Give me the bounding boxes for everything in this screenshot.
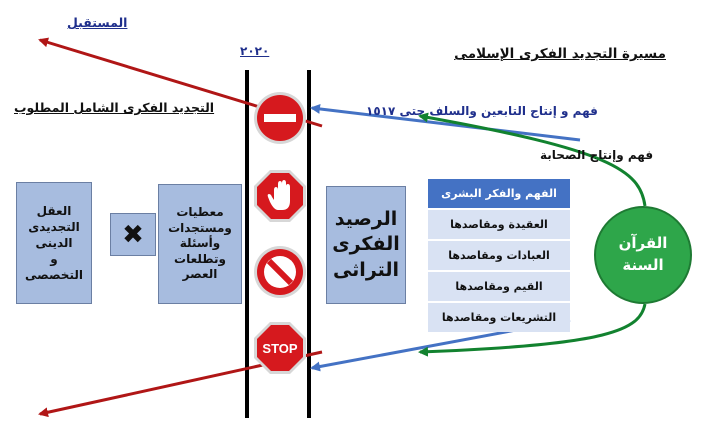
stop-sign-text: STOP (262, 341, 298, 356)
religious-mind-box: العقل التجديدى الدينى و التخصصى (16, 182, 92, 304)
table-header: الفهم والفكر البشرى (428, 179, 570, 208)
era-data-box: معطيات ومستجدات وأسئلة وتطلعات العصر (158, 184, 242, 304)
heritage-box: الرصيد الفكرى التراثى (326, 186, 406, 304)
no-entry-sign-icon (252, 90, 308, 146)
table-row: التشريعات ومقاصدها (428, 301, 570, 332)
renewal-title: التجديد الفكرى الشامل المطلوب (14, 100, 215, 115)
table-row: القيم ومقاصدها (428, 270, 570, 301)
human-understanding-table (428, 179, 570, 332)
future-label: المستقبل (67, 15, 128, 30)
stop-hand-sign-icon (252, 168, 308, 224)
stop-sign-icon (252, 320, 308, 376)
year-label: ٢٠٢٠ (240, 44, 270, 58)
sahaba-label: فهم وإنتاج الصحابة (540, 148, 654, 162)
quran-sunnah-circle: القرآن السنة (594, 206, 692, 304)
tabeen-label: فهم و إنتاج التابعين والسلف حتى ١٥١٧ (366, 104, 598, 118)
main-title: مسيرة التجديد الفكرى الإسلامى (454, 46, 666, 62)
table-row: العقيدة ومقاصدها (428, 208, 570, 239)
table-row: العبادات ومقاصدها (428, 239, 570, 270)
multiply-icon: ✖ (110, 213, 156, 256)
prohibition-sign-icon (252, 244, 308, 300)
